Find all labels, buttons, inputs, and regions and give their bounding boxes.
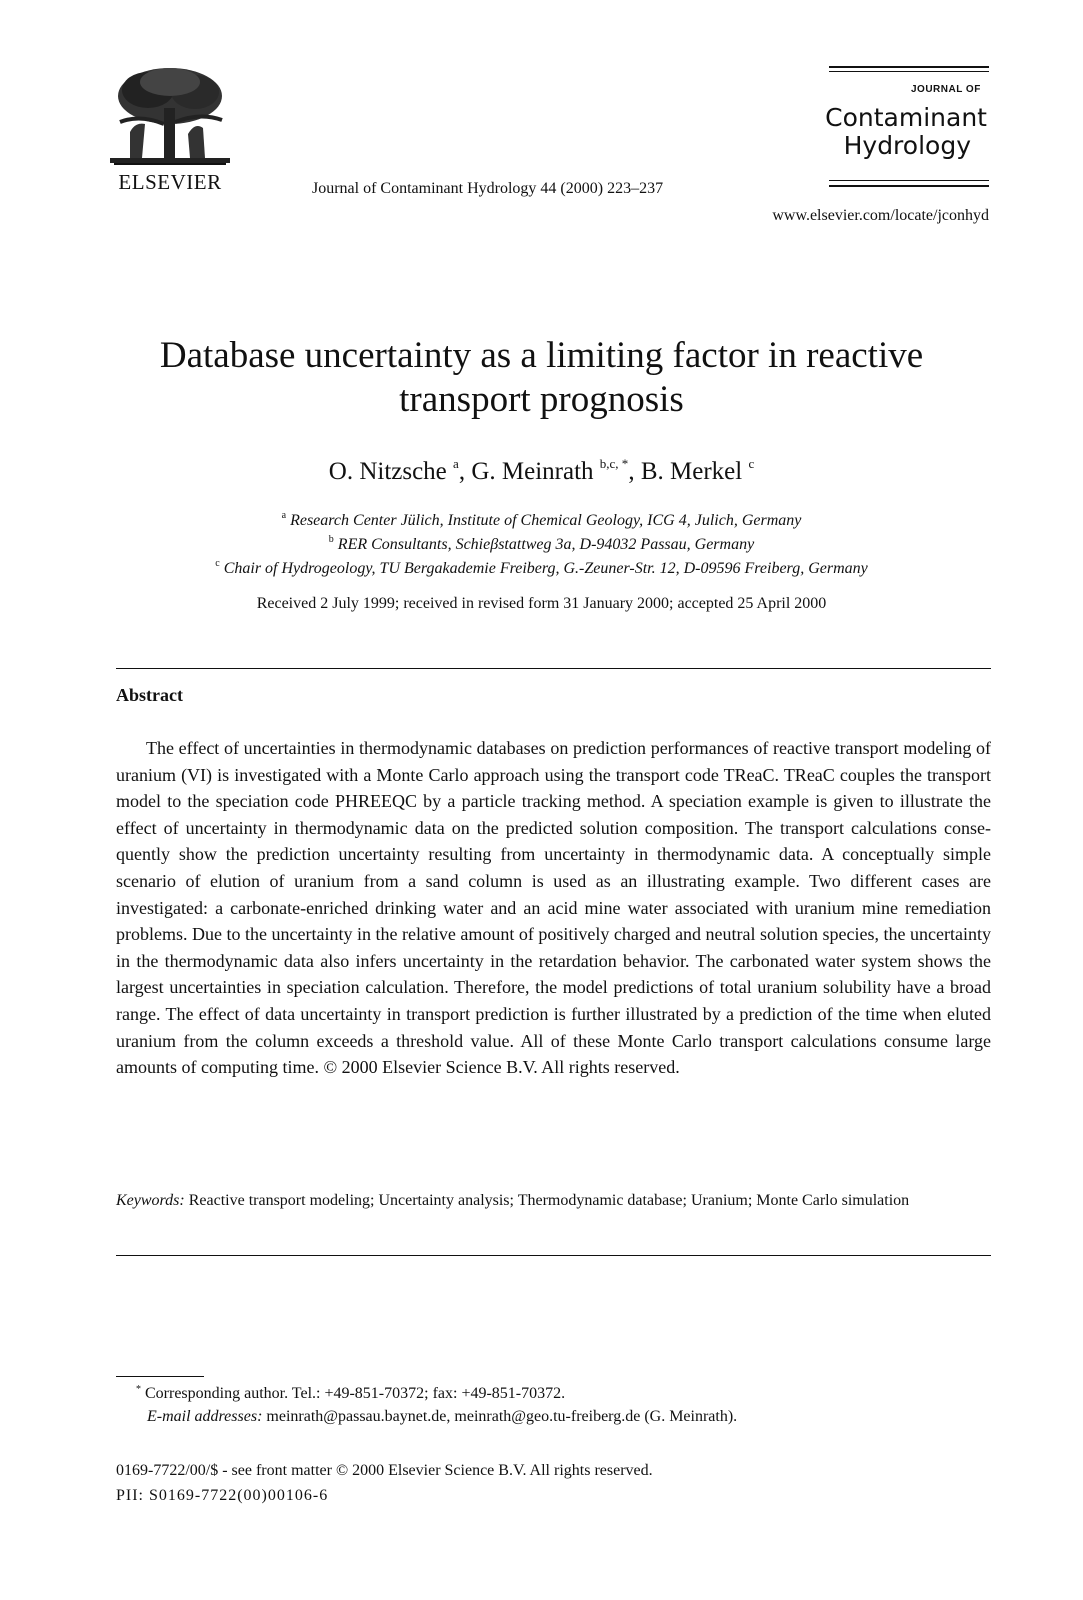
email-addresses[interactable]: meinrath@passau.baynet.de, meinrath@geo.tu-freiberg.de (G. Meinrath). [266,1408,738,1425]
abstract-body: The effect of uncertainties in thermodynamic databases on prediction performances of reactive transport modeling of uranium (VI) is investigated with a Monte Carlo approach using the transport code TReaC. TReaC couples the transport model to the speciation code PHREEQC by a particle tracking method. A speciation example is given to illustrate the effect of uncertainty in thermodynamic data on the predicted solution composition. The transport calculations conse-quently show the prediction uncertainty resulting from uncertainty in thermodynamic data. A conceptually simple scenario of elution of uranium from a sand column is used as an illustrating example. Two different cases are investigated: a carbonate-enriched drinking water and an acid mine water associated with uranium mine remediation problems. Due to the uncertainty in the relative amount of positively charged and neutral solution species, the uncertainty in the thermodynamic data also infers uncertainty in the retardation behavior. The carbonated water system shows the largest uncertainties in speciation calculation. Therefore, the model predictions of total uranium solubility have a broad range. The effect of data uncertainty in transport prediction is further illustrated by a prediction of the time when eluted uranium from the column exceeds a threshold value. All of these Monte Carlo transport calculations consume large amounts of computing time. © 2000 Elsevier Science B.V. All rights reserved. [116,738,991,1078]
issn-copyright-line: 0169-7722/00/$ - see front matter © 2000 Elsevier Science B.V. All rights reserved. [116,1462,653,1479]
keywords-label: Keywords: [116,1192,185,1209]
affiliation-mark: b [328,534,334,545]
footnote-divider [116,1376,204,1377]
brand-title-line1: Contaminant [825,103,987,132]
keywords-text: Reactive transport modeling; Uncertainty analysis; Thermodynamic database; Uranium; Monte Carlo simulation [188,1192,910,1209]
author-name[interactable]: O. Nitzsche [328,458,447,485]
journal-website-link[interactable]: www.elsevier.com/locate/jconhyd [772,207,989,224]
journal-brand [825,66,989,190]
brand-small-text: JOURNAL OF [911,84,981,95]
brand-rule [829,180,989,181]
author-name[interactable]: B. Merkel [640,458,743,485]
abstract-heading: Abstract [116,685,183,705]
divider [116,668,991,669]
tree-logo-icon [100,62,240,172]
author-affiliation-mark: b,c, * [599,456,629,471]
journal-citation: Journal of Contaminant Hydrology 44 (2000) 223–237 [312,180,664,197]
title-line2: transport prognosis [399,379,684,420]
email-label: E-mail addresses: [147,1408,263,1425]
pii-line: PII: S0169-7722(00)00106-6 [116,1487,329,1504]
received-dates: Received 2 July 1999; received in revised form 31 January 2000; accepted 25 April 2000 [256,595,827,612]
title-line1: Database uncertainty as a limiting factor in reactive [159,335,924,376]
affiliation-text: Research Center Jülich, Institute of Chemical Geology, ICG 4, Julich, Germany [290,512,802,529]
footnote-corresponding-author [136,1384,565,1403]
paper-title [100,334,983,422]
brand-rule [829,185,989,187]
divider [116,1255,991,1256]
affiliation-mark: a [281,510,287,521]
author-affiliation-mark: a [453,456,459,471]
brand-title-line2: Hydrology [843,131,971,160]
affiliation [100,534,983,554]
footnote-email [147,1408,737,1426]
keywords [116,1189,991,1213]
author-list: O. Nitzsche $^a$, G. Meinrath $^{b,c, *}$, B. Merkel $^c$ [328,456,755,485]
publisher-name: ELSEVIER [118,170,222,194]
affiliation-text: RER Consultants, Schieβstattweg 3a, D-94032 Passau, Germany [337,536,755,553]
author-name[interactable]: G. Meinrath [471,458,594,485]
author-affiliation-mark: c [748,456,755,471]
affiliation-text: Chair of Hydrogeology, TU Bergakademie Freiberg, G.-Zeuner-Str. 12, D-09596 Freiberg, Germany [223,560,868,577]
footnote-mark: * [136,1384,141,1395]
footnote-corresponding-text: Corresponding author. Tel.: +49-851-70372; fax: +49-851-70372. [145,1385,566,1402]
brand-rule [829,66,989,68]
affiliation-mark: c [215,558,220,569]
brand-rule [829,71,989,72]
affiliation [100,558,983,578]
affiliation [100,510,983,530]
